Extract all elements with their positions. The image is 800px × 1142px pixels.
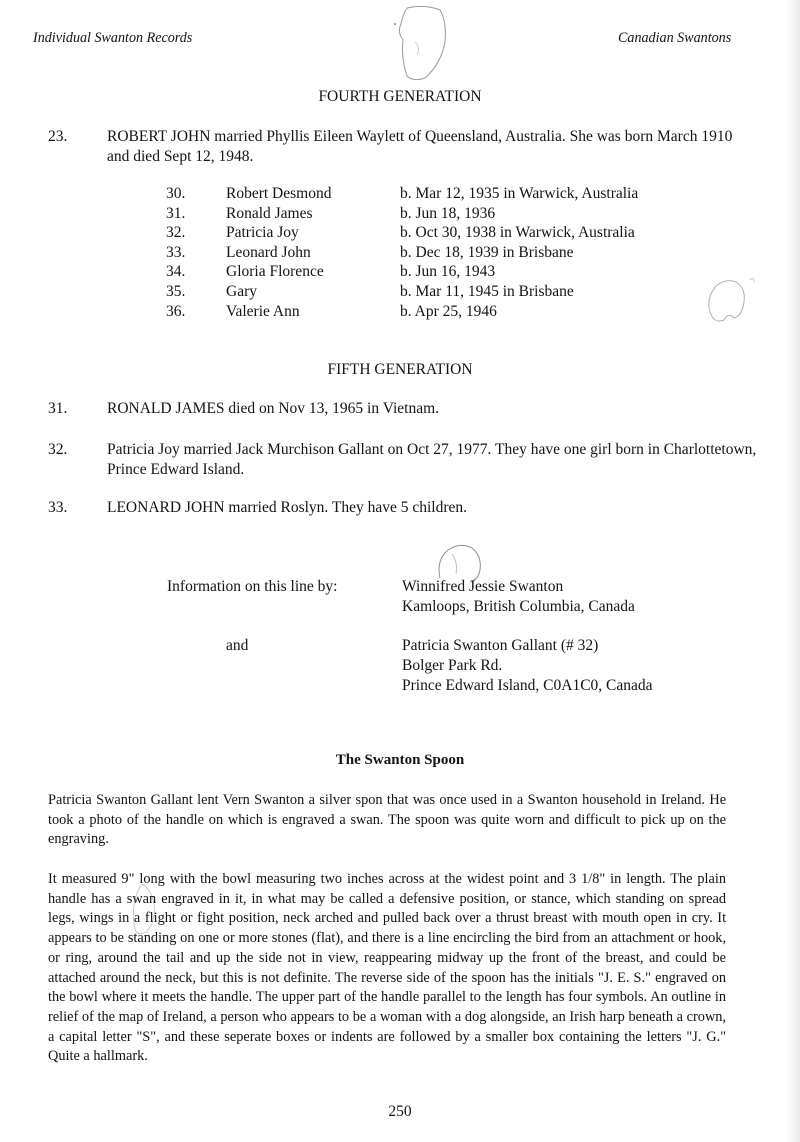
child-row xyxy=(0,224,800,244)
entry-text: LEONARD JOHN married Roslyn. They have 5 children. xyxy=(107,499,468,516)
information-label: Information on this line by: xyxy=(167,578,338,595)
child-number: 30. xyxy=(166,185,186,202)
entry-number: 33. xyxy=(48,499,68,516)
entry-number: 32. xyxy=(48,441,68,458)
fifth-generation-heading: FIFTH GENERATION xyxy=(327,361,473,378)
spoon-paragraph-1: Patricia Swanton Gallant lent Vern Swanton a silver spon that was once used in a Swanton household in Ireland. He took a photo of the handle on which is engraved a swan. The spoon was quite worn and difficult to pick up on the engraving. xyxy=(48,792,727,848)
source-2-region: Prince Edward Island, C0A1C0, Canada xyxy=(402,677,653,694)
source-2-name: Patricia Swanton Gallant (# 32) xyxy=(402,637,599,654)
child-number: 31. xyxy=(166,204,186,222)
water-stain-top xyxy=(385,2,455,84)
entry-number: 31. xyxy=(48,400,68,417)
child-number: 36. xyxy=(166,302,186,320)
child-number: 32. xyxy=(166,224,186,242)
child-name: Robert Desmond xyxy=(226,185,332,202)
child-birth: b. Jun 16, 1943 xyxy=(400,263,496,281)
child-birth: b. Jun 18, 1936 xyxy=(400,204,496,222)
child-number: 33. xyxy=(166,243,186,261)
child-name: Ronald James xyxy=(226,204,313,222)
fourth-generation-heading: FOURTH GENERATION xyxy=(318,88,482,105)
child-name: Patricia Joy xyxy=(226,224,299,242)
scan-edge-shadow xyxy=(786,0,800,1142)
page-number: 250 xyxy=(388,1103,412,1120)
source-1-name: Winnifred Jessie Swanton xyxy=(402,578,564,595)
and-label: and xyxy=(226,637,249,654)
child-row xyxy=(0,263,800,283)
section-title: The Swanton Spoon xyxy=(335,752,465,768)
source-1-address: Kamloops, British Columbia, Canada xyxy=(402,598,635,615)
child-row xyxy=(0,303,800,323)
child-name: Leonard John xyxy=(226,243,311,261)
child-name: Gloria Florence xyxy=(226,263,324,281)
running-header-right: Canadian Swantons xyxy=(618,30,732,46)
entry-text: ROBERT JOHN married Phyllis Eileen Waylett of Queensland, Australia. She was born March 1910 and died Sept 12, 1948. xyxy=(107,128,733,165)
child-row xyxy=(0,283,800,303)
spoon-paragraph-2: It measured 9" long with the bowl measuring two inches across at the widest point and 3 1/8" in length. The plain handle has a swan engraved in it, in what may be called a defensive position, or stance, which standing on spread legs, wings in a flight or fight position, neck arched and pulled back over a thrust breast with mouth open in cry. It appears to be standing on one or more stones (flat), and there is a line encircling the bird from an attachment or hook, or ring, around the tail and up the side not in view, reappearing midway up the front of the breast, and could be attached around the neck, but this is not definite. The reverse side of the spoon has the initials "J. E. S." engraved on the bowl where it meets the handle. The upper part of the handle parallel to the length has four symbols. An outline in relief of the map of Ireland, a person who appears to be a woman with a dog alongside, an Irish harp beneath a crown, a capital letter "S", and these seperate boxes or indents are followed by a smaller box containing the letters "J. G." Quite a hallmark. xyxy=(48,871,727,1065)
child-birth: b. Apr 25, 1946 xyxy=(400,302,497,320)
child-birth: b. Mar 12, 1935 in Warwick, Australia xyxy=(400,185,639,202)
child-name: Valerie Ann xyxy=(226,302,300,320)
child-number: 34. xyxy=(166,263,186,281)
entry-text: RONALD JAMES died on Nov 13, 1965 in Vietnam. xyxy=(107,400,440,417)
child-row xyxy=(0,205,800,225)
entry-text: Patricia Joy married Jack Murchison Gallant on Oct 27, 1977. They have one girl born in Charlottetown, Prince Edward Island. xyxy=(107,441,757,478)
running-header-left: Individual Swanton Records xyxy=(33,30,193,46)
child-birth: b. Mar 11, 1945 in Brisbane xyxy=(400,283,574,300)
child-row xyxy=(0,185,800,205)
child-name: Gary xyxy=(226,283,257,300)
entry-number: 23. xyxy=(48,128,68,145)
child-birth: b. Dec 18, 1939 in Brisbane xyxy=(400,243,574,261)
child-birth: b. Oct 30, 1938 in Warwick, Australia xyxy=(400,224,635,242)
source-2-street: Bolger Park Rd. xyxy=(402,657,503,674)
child-row xyxy=(0,244,800,264)
child-number: 35. xyxy=(166,283,186,300)
